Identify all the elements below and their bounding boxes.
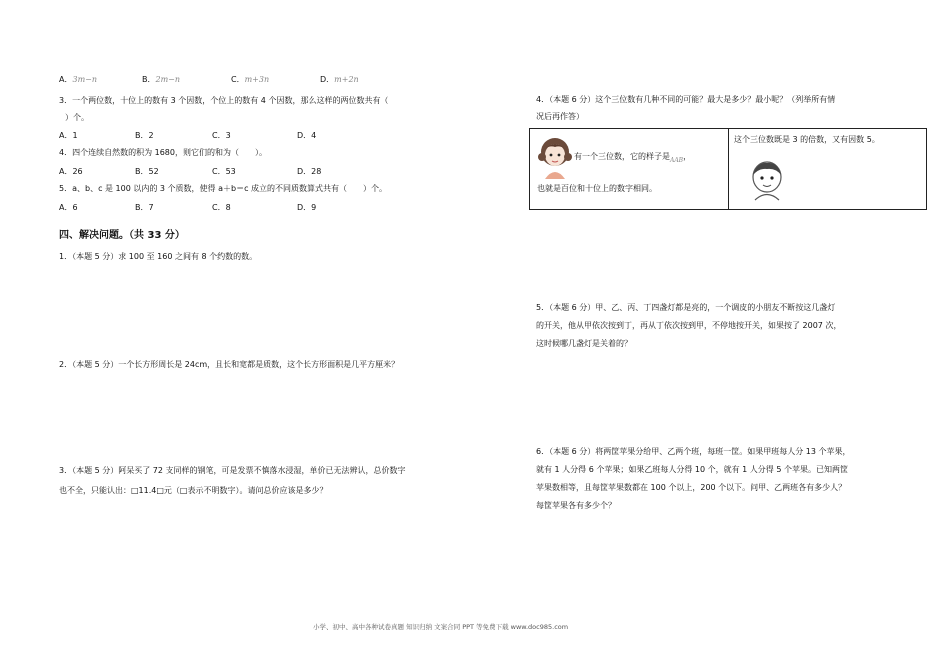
q4-option-c: C．53	[212, 167, 236, 176]
aab-expression: AAB	[670, 157, 684, 164]
q5-option-c: C．8	[212, 203, 231, 212]
problem-3: 3．（本题 5 分）阿呆买了 72 支同样的钢笔，可是发票不慎落水浸湿，单价已无法辨认，总价数字	[59, 466, 406, 475]
q5-option-d: D．9	[297, 203, 317, 212]
problem-2: 2．（本题 5 分）一个长方形周长是 24cm，且长和宽都是质数，这个长方形面积是几平方厘米？	[59, 360, 400, 369]
girl-avatar-icon	[536, 135, 574, 181]
q3-option-c: C．3	[212, 131, 231, 140]
q3-option-a: A．1	[59, 131, 78, 140]
problem-6-cont-3: 每筐苹果各有多少个？	[536, 501, 616, 510]
option-expression: 3m−n	[72, 75, 98, 84]
q4-option-a: A．26	[59, 167, 83, 176]
box-left-text-2: 也就是百位和十位上的数字相同。	[537, 184, 657, 193]
problem-3-cont: 也不全，只能认出：□11.4□元（□表示不明数字）。请问总价应该是多少？	[59, 486, 328, 495]
section-title: 四、解决问题。（共 33 分）	[59, 230, 185, 241]
box-left-comma: ，	[683, 152, 692, 161]
option-label: B．	[142, 75, 156, 84]
footer-text: 小学、初中、高中各种试卷真题 知识归纳 文案合同 PPT 等免费下载 www.doc985.com	[313, 623, 569, 631]
option-label: A．	[59, 75, 73, 84]
problem-5-cont-2: 这时候哪几盏灯是关着的？	[536, 339, 632, 348]
q5-text: 5．a、b、c 是 100 以内的 3 个质数，使得 a＋b＝c 成立的不同质数算式共有（ ）个。	[59, 184, 388, 193]
q3-text-cont: ）个。	[65, 113, 89, 122]
problem-6-cont-2: 苹果数相等，且每筐苹果数都在 100 个以上，200 个以下。问甲、乙两班各有多少人？	[536, 483, 847, 492]
option-expression: m+3n	[244, 75, 270, 84]
q3-option-d: D．4	[297, 131, 317, 140]
option-expression: m+2n	[334, 75, 359, 84]
problem-1: 1．（本题 5 分）求 100 至 160 之间有 8 个约数的数。	[59, 252, 258, 261]
problem-4: 4．（本题 6 分）这个三位数有几种不同的可能？最大是多少？最小呢？（列举所有情	[536, 95, 836, 104]
q4-option-b: B．52	[135, 167, 159, 176]
hint-table	[529, 128, 927, 210]
option-label: C．	[231, 75, 245, 84]
option-expression: 2m−n	[155, 75, 181, 84]
boy-avatar-icon	[747, 159, 787, 201]
problem-6: 6．（本题 6 分）将两筐苹果分给甲、乙两个班，每班一筐。如果甲班每人分 13 个苹果，	[536, 447, 851, 456]
q2-option-d	[320, 74, 359, 85]
box-right-text: 这个三位数既是 3 的倍数，又有因数 5。	[734, 135, 880, 144]
problem-6-cont: 就有 1 人分得 6 个苹果；如果乙班每人分得 10 个，就有 1 人分得 5 个苹果。已知两筐	[536, 465, 848, 474]
problem-4-cont: 况后再作答）	[536, 112, 584, 121]
problem-5: 5．（本题 6 分）甲、乙、丙、丁四盏灯都是亮的，一个调皮的小朋友不断按这几盏灯	[536, 303, 836, 312]
q2-option-a	[59, 74, 97, 85]
option-label: D．	[320, 75, 335, 84]
box-left-text	[574, 151, 691, 166]
box-left-text-main: 有一个三位数，它的样子是	[574, 152, 670, 161]
problem-5-cont: 的开关，他从甲依次按到丁，再从丁依次按到甲，不停地按开关，如果按了 2007 次，	[536, 321, 842, 330]
q3-text: 3．一个两位数，十位上的数有 3 个因数，个位上的数有 4 个因数，那么这样的两位数共有（	[59, 96, 389, 105]
table-divider	[728, 129, 729, 209]
q2-option-b	[142, 74, 180, 85]
q4-text: 4．四个连续自然数的积为 1680，则它们的和为（ ）。	[59, 148, 267, 157]
q2-option-c	[231, 74, 269, 85]
q5-option-a: A．6	[59, 203, 78, 212]
q3-option-b: B．2	[135, 131, 154, 140]
q5-option-b: B．7	[135, 203, 154, 212]
q4-option-d: D．28	[297, 167, 322, 176]
